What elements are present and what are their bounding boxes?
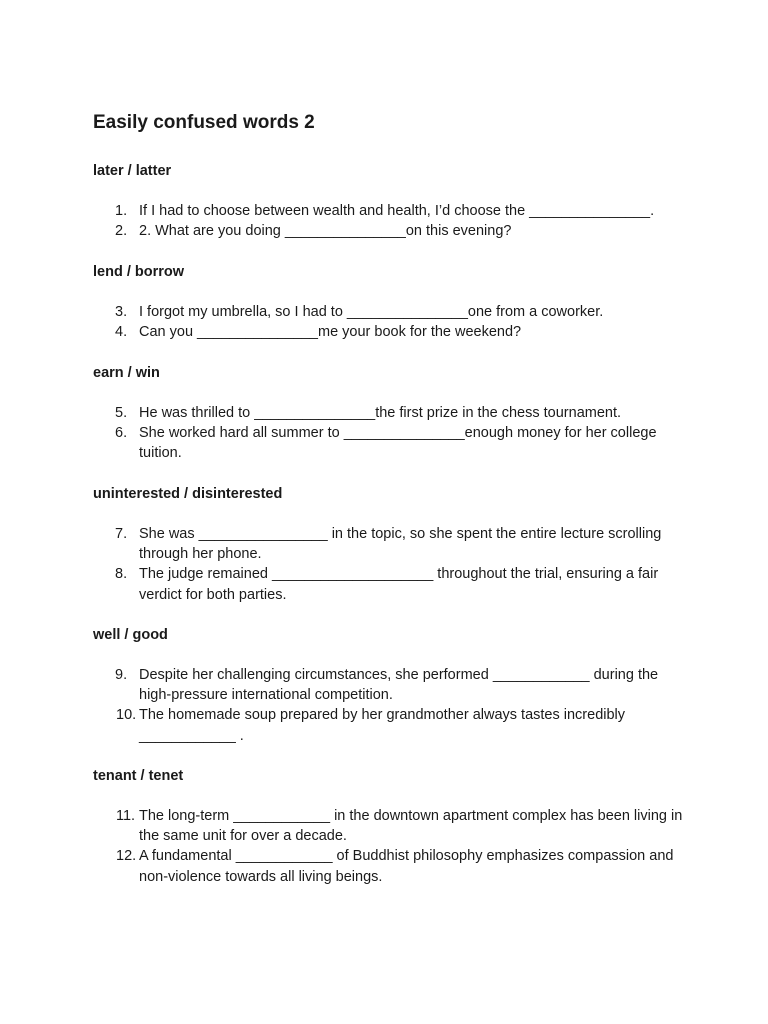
question-text: Despite her challenging circumstances, she performed ____________ during the high-pressure international competition.: [139, 667, 659, 704]
section-later-latter: [93, 161, 683, 241]
question-text: 2. What are you doing _______________on this evening?: [139, 223, 512, 240]
section-earn-win: [93, 363, 683, 464]
question-number: 6.: [115, 425, 128, 442]
question-item: [93, 705, 683, 745]
question-number: 8.: [115, 566, 128, 583]
question-item: [93, 665, 683, 705]
question-text: Can you _______________me your book for the weekend?: [139, 324, 522, 341]
question-item: [93, 524, 683, 564]
question-number: 2.: [115, 223, 128, 240]
question-number: 4.: [115, 324, 128, 341]
question-list: [93, 524, 683, 605]
question-number: 1.: [115, 203, 128, 219]
question-text: If I had to choose between wealth and health, I’d choose the _______________.: [139, 203, 655, 219]
question-text: The long-term ____________ in the downtown apartment complex has been living in the same unit for over a decade.: [139, 808, 683, 845]
question-text: I forgot my umbrella, so I had to _______________one from a coworker.: [139, 304, 604, 320]
question-text: She was ________________ in the topic, so she spent the entire lecture scrolling through her phone.: [139, 526, 662, 563]
question-item: [93, 806, 683, 846]
question-text: The judge remained ____________________ throughout the trial, ensuring a fair verdict for both parties.: [139, 566, 659, 603]
question-item: [93, 403, 683, 423]
question-text: The homemade soup prepared by her grandmother always tastes incredibly ____________ .: [139, 707, 626, 744]
section-uninterested-disinterested: [93, 484, 683, 605]
question-number: 12.: [116, 848, 137, 865]
section-heading: lend / borrow: [93, 264, 185, 280]
question-item: [93, 423, 683, 463]
question-item: [93, 322, 683, 342]
question-text: A fundamental ____________ of Buddhist philosophy emphasizes compassion and non-violence towards all living beings.: [139, 848, 674, 885]
section-lend-borrow: [93, 262, 683, 342]
question-list: [93, 806, 683, 887]
page-title: Easily confused words 2: [93, 112, 315, 133]
question-number: 7.: [115, 526, 128, 542]
question-text: She worked hard all summer to _______________enough money for her college tuition.: [139, 425, 657, 462]
question-item: [93, 564, 683, 604]
question-list: [93, 201, 683, 241]
section-heading: earn / win: [93, 365, 160, 381]
question-list: [93, 302, 683, 342]
question-number: 10.: [116, 707, 137, 724]
section-well-good: [93, 625, 683, 746]
question-item: [93, 201, 683, 221]
question-item: [93, 302, 683, 322]
question-number: 9.: [115, 667, 128, 683]
question-number: 11.: [116, 808, 136, 824]
section-heading: later / latter: [93, 163, 172, 179]
section-tenant-tenet: [93, 766, 683, 887]
question-number: 5.: [115, 405, 128, 421]
question-item: [93, 221, 683, 241]
section-heading: uninterested / disinterested: [93, 486, 283, 502]
section-heading: tenant / tenet: [93, 768, 184, 784]
question-item: [93, 846, 683, 886]
question-number: 3.: [115, 304, 128, 320]
question-list: [93, 665, 683, 746]
question-list: [93, 403, 683, 464]
question-text: He was thrilled to _______________the first prize in the chess tournament.: [139, 405, 622, 421]
section-heading: well / good: [93, 627, 168, 643]
